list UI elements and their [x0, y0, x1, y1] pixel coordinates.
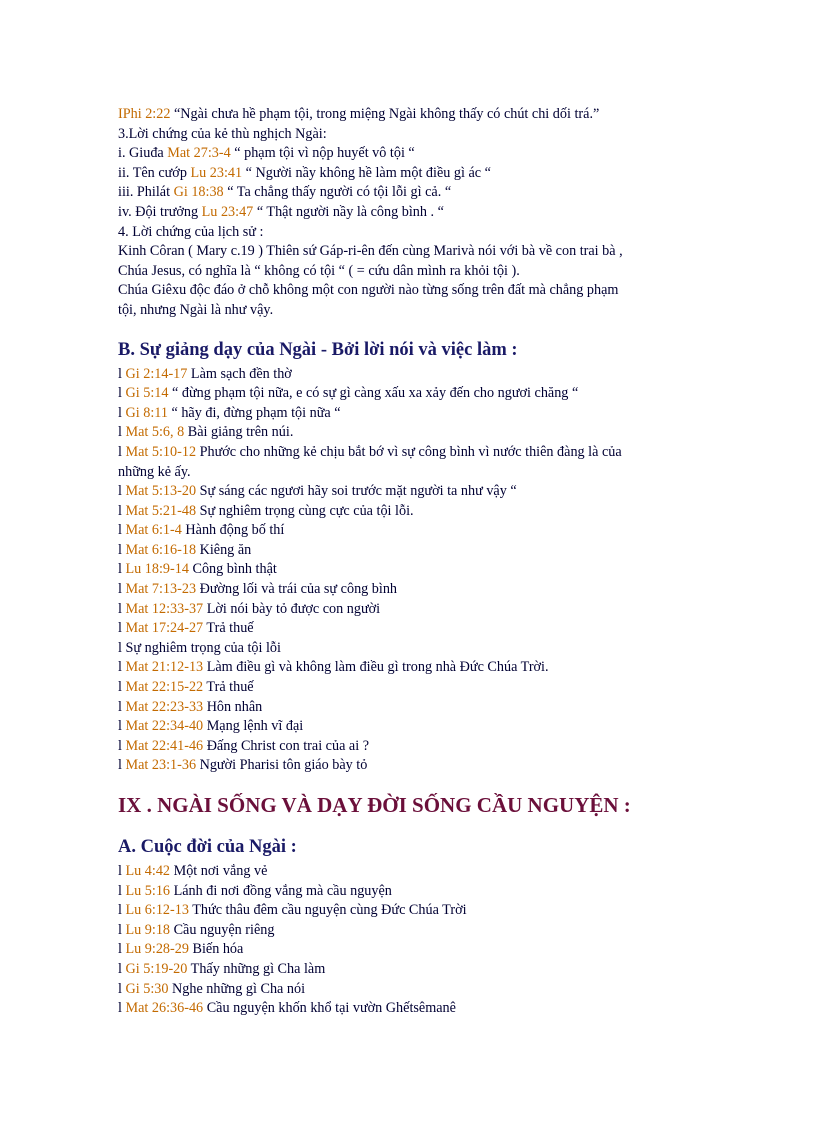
scripture-ref: Lu 6:12-13 [125, 902, 189, 919]
text-line [118, 164, 718, 184]
scripture-ref: Mat 26:36-46 [125, 1000, 204, 1017]
line-text: 4. Lời chứng của lịch sử : [118, 223, 264, 240]
text-line [118, 600, 718, 620]
text-line [118, 999, 718, 1019]
scripture-ref: Mat 5:21-48 [125, 502, 197, 519]
scripture-ref: Gi 5:14 [125, 385, 169, 402]
item-text: Sự nghiêm trọng của tội lỗi [125, 639, 281, 656]
history-block [118, 242, 718, 320]
text-line [118, 183, 718, 203]
bullet: l [118, 960, 126, 977]
scripture-ref: Mat 21:12-13 [125, 659, 204, 676]
item-text: Trả thuế [203, 620, 254, 637]
item-text: Lánh đi nơi đồng vắng mà cầu nguyện [170, 882, 392, 899]
bullet: l [118, 639, 126, 656]
intro-block [118, 105, 718, 242]
text-line [118, 882, 718, 902]
item-text: Nghe những gì Cha nói [168, 980, 306, 997]
bullet: l [118, 443, 126, 460]
text-line [118, 980, 718, 1000]
scripture-ref: Mat 17:24-27 [125, 620, 204, 637]
section-ix-heading: IX . NGÀI SỐNG VÀ DẠY ĐỜI SỐNG CẦU NGUYỆN : [118, 793, 631, 817]
bullet: l [118, 1000, 126, 1017]
text-line [118, 580, 718, 600]
text-line [118, 423, 718, 443]
text-line [118, 960, 718, 980]
history-line: Chúa Giêxu độc đáo ở chỗ không một con người nào từng sống trên đất mà chẳng phạm [118, 282, 619, 299]
text-line [118, 862, 718, 882]
section-a-heading: A. Cuộc đời của Ngài : [118, 837, 297, 857]
text-line [118, 223, 718, 243]
scripture-ref: Mat 5:6, 8 [125, 424, 185, 441]
section-a-list [118, 862, 718, 1019]
text-line [118, 521, 718, 541]
bullet: l [118, 385, 126, 402]
item-text: Bài giảng trên núi. [184, 424, 294, 441]
item-text: Công bình thật [188, 561, 277, 578]
line-text: “ phạm tội vì nộp huyết vô tội “ [230, 145, 415, 162]
bullet: l [118, 541, 126, 558]
bullet: l [118, 522, 126, 539]
text-line [118, 105, 718, 125]
text-line [118, 125, 718, 145]
text-line [118, 384, 718, 404]
text-line [118, 404, 718, 424]
item-text: Lời nói bày tỏ được con người [203, 600, 381, 617]
text-line [118, 658, 718, 678]
text-line [118, 541, 718, 561]
scripture-ref: Mat 5:10-12 [125, 443, 197, 460]
text-line [118, 901, 718, 921]
item-text: Kiêng ăn [196, 541, 252, 558]
item-text: Đấng Christ con trai của ai ? [203, 737, 369, 754]
bullet: l [118, 882, 126, 899]
scripture-ref: Mat 23:1-36 [125, 757, 197, 774]
scripture-ref: Lu 9:28-29 [125, 941, 189, 958]
bullet: l [118, 679, 126, 696]
history-line: Chúa Jesus, có nghĩa là “ không có tội “ ( = cứu dân mình ra khỏi tội ). [118, 262, 520, 279]
item-text: Thấy những gì Cha làm [187, 960, 326, 977]
item-text: Hành động bố thí [181, 522, 285, 539]
item-text: Người Pharisi tôn giáo bày tỏ [196, 757, 368, 774]
text-line [118, 639, 718, 659]
item-text: “ hãy đi, đừng phạm tội nữa “ [167, 404, 341, 421]
text-line [118, 203, 718, 223]
bullet: l [118, 757, 126, 774]
text-line [118, 365, 718, 385]
section-b-list [118, 365, 718, 776]
bullet: l [118, 921, 126, 938]
history-line: tội, nhưng Ngài là như vậy. [118, 301, 274, 318]
line-text: “Ngài chưa hề phạm tội, trong miệng Ngài không thấy có chút chi dối trá.” [170, 106, 600, 122]
item-text: Sự sáng các ngươi hãy soi trước mặt người ta như vậy “ [196, 483, 517, 500]
scripture-ref: Mat 5:13-20 [125, 483, 197, 500]
bullet: l [118, 502, 126, 519]
bullet: l [118, 581, 126, 598]
bullet: l [118, 600, 126, 617]
text-line [118, 698, 718, 718]
bullet: l [118, 902, 126, 919]
text-line [118, 502, 718, 522]
bullet: l [118, 941, 126, 958]
line-text: i. Giuđa [118, 145, 168, 162]
item-text: Phước cho những kẻ chịu bắt bớ vì sự công bình vì nước thiên đàng là của [196, 443, 622, 460]
line-text: “ Ta chẳng thấy người có tội lỗi gì cả. “ [223, 184, 452, 201]
text-line [118, 144, 718, 164]
text-line [118, 940, 718, 960]
item-text: Làm điều gì và không làm điều gì trong nhà Đức Chúa Trời. [203, 659, 549, 676]
scripture-ref: Gi 8:11 [125, 404, 168, 421]
bullet: l [118, 483, 126, 500]
scripture-ref: Mat 6:16-18 [125, 541, 197, 558]
bullet: l [118, 718, 126, 735]
text-line [118, 619, 718, 639]
line-text: “ Người nầy không hề làm một điều gì ác “ [242, 164, 491, 181]
scripture-ref: Lu 23:47 [201, 203, 254, 220]
scripture-ref: Lu 4:42 [125, 863, 171, 879]
scripture-ref: Mat 22:34-40 [125, 718, 204, 735]
text-line [118, 678, 718, 698]
item-text: Thức thâu đêm cầu nguyện cùng Đức Chúa Trời [188, 902, 467, 919]
item-text: Đường lối và trái của sự công bình [196, 581, 398, 598]
bullet: l [118, 365, 126, 382]
bullet: l [118, 863, 126, 879]
text-line [118, 482, 718, 502]
scripture-ref: Gi 2:14-17 [125, 365, 188, 382]
bullet: l [118, 698, 126, 715]
item-text: Mạng lệnh vĩ đại [203, 718, 304, 735]
scripture-ref: IPhi 2:22 [118, 106, 171, 122]
bullet: l [118, 980, 126, 997]
text-line [118, 737, 718, 757]
item-text: Một nơi vắng vẻ [170, 863, 268, 879]
scripture-ref: Mat 12:33-37 [125, 600, 204, 617]
document-page [118, 105, 718, 1019]
scripture-ref: Mat 22:15-22 [125, 679, 204, 696]
item-text: Sự nghiêm trọng cùng cực của tội lỗi. [196, 502, 414, 519]
line-text: iii. Philát [118, 184, 174, 201]
item-text: những kẻ ấy. [118, 463, 191, 480]
text-line [118, 443, 718, 463]
scripture-ref: Mat 27:3-4 [167, 145, 231, 162]
scripture-ref: Mat 7:13-23 [125, 581, 197, 598]
text-line [118, 756, 718, 776]
item-text: Cầu nguyện riêng [170, 921, 275, 938]
scripture-ref: Mat 22:23-33 [125, 698, 204, 715]
history-line: Kinh Côran ( Mary c.19 ) Thiên sứ Gáp-ri-ên đến cùng Marivà nói với bà về con trai bà , [118, 243, 623, 260]
scripture-ref: Gi 5:19-20 [125, 960, 188, 977]
item-text: Cầu nguyện khốn khổ tại vườn Ghếtsêmanê [203, 1000, 456, 1017]
scripture-ref: Lu 23:41 [190, 164, 243, 181]
line-text: “ Thật người nầy là công bình . “ [253, 203, 444, 220]
item-text: “ đừng phạm tội nữa, e có sự gì càng xấu xa xảy đến cho ngươi chăng “ [168, 385, 579, 402]
text-line [118, 560, 718, 580]
item-text: Hôn nhân [203, 698, 263, 715]
bullet: l [118, 737, 126, 754]
bullet: l [118, 424, 126, 441]
scripture-ref: Gi 18:38 [173, 184, 224, 201]
line-text: iv. Đội trưởng [118, 203, 202, 220]
bullet: l [118, 561, 126, 578]
line-text: ii. Tên cướp [118, 164, 191, 181]
section-b-heading: B. Sự giảng dạy của Ngài - Bởi lời nói và việc làm : [118, 339, 518, 360]
bullet: l [118, 659, 126, 676]
item-text: Trả thuế [203, 679, 254, 696]
bullet: l [118, 620, 126, 637]
text-line [118, 921, 718, 941]
scripture-ref: Lu 5:16 [125, 882, 171, 899]
scripture-ref: Mat 22:41-46 [125, 737, 204, 754]
text-line [118, 717, 718, 737]
scripture-ref: Lu 9:18 [125, 921, 171, 938]
line-text: 3.Lời chứng của kẻ thù nghịch Ngài: [118, 125, 327, 142]
scripture-ref: Gi 5:30 [125, 980, 169, 997]
item-text: Biến hóa [188, 941, 244, 958]
scripture-ref: Lu 18:9-14 [125, 561, 189, 578]
bullet: l [118, 404, 126, 421]
scripture-ref: Mat 6:1-4 [125, 522, 182, 539]
item-text: Làm sạch đền thờ [187, 365, 292, 382]
text-line [118, 463, 718, 483]
